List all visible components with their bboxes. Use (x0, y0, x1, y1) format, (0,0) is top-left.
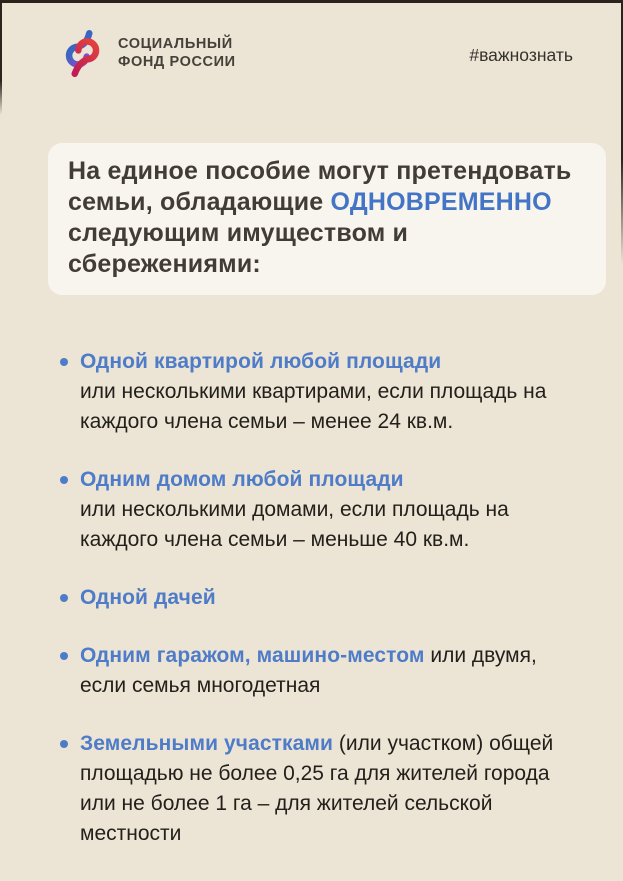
item-lead: Одним гаражом, машино-местом (80, 644, 425, 667)
title-card (48, 143, 606, 295)
item-lead: Одной дачей (80, 586, 216, 609)
header (0, 0, 623, 79)
list-item-house (60, 465, 570, 555)
item-rest: или двумя, если семья многодетная (80, 644, 537, 697)
title-text-before: На единое пособие могут претендовать семьи, обладающие (68, 157, 572, 216)
logo-line2: ФОНД РОССИИ (118, 54, 236, 70)
item-rest: (или участком) общей площадью не более 0,25 га для жителей города или не более 1 га – для жителей сельской местности (80, 732, 554, 845)
sfr-logo-text (118, 35, 236, 71)
sfr-logo (56, 27, 236, 79)
bullet-icon (60, 740, 68, 748)
bullet-icon (60, 476, 68, 484)
list-item-land (60, 729, 570, 849)
title-text-after: следующим имуществом и сбережениями: (68, 219, 409, 278)
sfr-logo-icon (56, 27, 108, 79)
item-lead: Одним домом любой площади (80, 468, 404, 491)
item-rest: или несколькими домами, если площадь на каждого члена семьи – меньше 40 кв.м. (80, 498, 509, 551)
bullet-icon (60, 358, 68, 366)
list-item-apartment (60, 347, 570, 437)
bullet-icon (60, 652, 68, 660)
item-rest: или несколькими квартирами, если площадь на каждого члена семьи – менее 24 кв.м. (80, 380, 547, 433)
bullet-icon (60, 594, 68, 602)
top-edge-artifact (0, 0, 623, 3)
conditions-list (60, 347, 570, 849)
item-lead: Одной квартирой любой площади (80, 350, 442, 373)
logo-line1: СОЦИАЛЬНЫЙ (118, 35, 233, 52)
page-title (68, 156, 586, 280)
left-edge-artifact (0, 0, 2, 115)
title-highlight: ОДНОВРЕМЕННО (330, 188, 552, 216)
hashtag-label: #важнознать (469, 44, 573, 65)
list-item-dacha (60, 583, 570, 613)
item-lead: Земельными участками (80, 732, 334, 755)
list-item-garage (60, 641, 570, 701)
